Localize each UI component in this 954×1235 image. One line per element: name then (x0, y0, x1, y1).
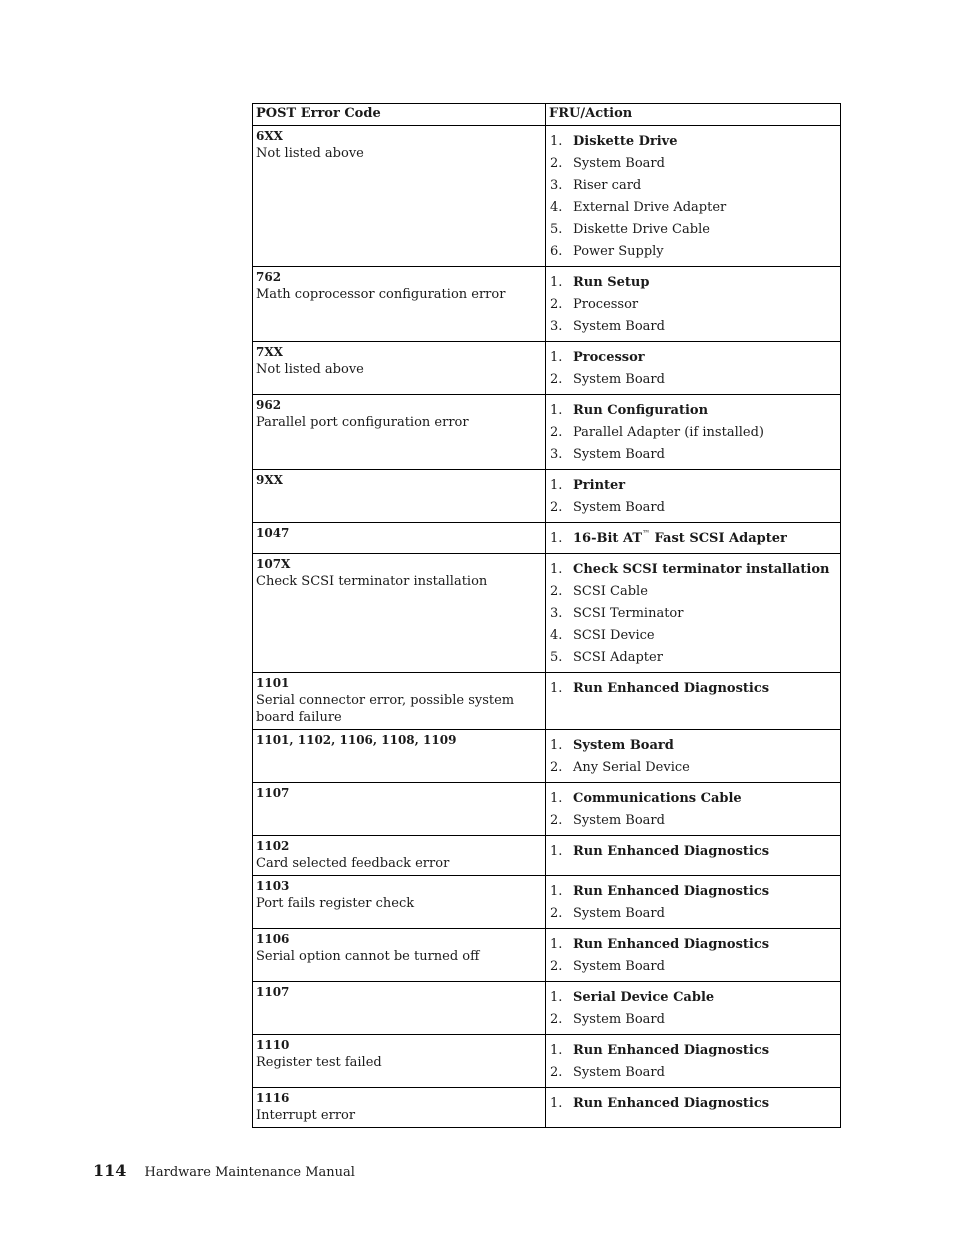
fru-action-item (549, 559, 836, 581)
fru-action-number: 2. (550, 1065, 563, 1080)
fru-action-number: 2. (550, 372, 563, 387)
fru-action-text: Serial Device Cable (573, 990, 715, 1005)
error-code-cell (253, 730, 546, 783)
error-code-cell (253, 876, 546, 929)
fru-action-number: 1. (550, 1043, 563, 1058)
table-row (253, 783, 841, 836)
error-code: 1102 (256, 839, 290, 853)
error-code: 107X (256, 557, 291, 571)
fru-action-text: SCSI Device (573, 628, 655, 643)
fru-action-item (549, 175, 836, 197)
fru-action-item (549, 197, 836, 219)
error-code-cell (253, 267, 546, 342)
fru-action-number: 3. (550, 447, 563, 462)
error-code: 1116 (256, 1091, 290, 1105)
table-row (253, 1088, 841, 1128)
table-row (253, 730, 841, 783)
fru-action-item (549, 219, 836, 241)
fru-action-item (549, 987, 836, 1009)
fru-action-item (549, 369, 836, 391)
fru-action-number: 2. (550, 297, 563, 312)
error-code-cell (253, 470, 546, 523)
fru-action-item (549, 1009, 836, 1031)
fru-action-number: 2. (550, 906, 563, 921)
table-header-row (253, 104, 841, 126)
fru-action-number: 1. (550, 937, 563, 952)
fru-action-number: 3. (550, 606, 563, 621)
fru-action-item (549, 131, 836, 153)
fru-action-text: SCSI Adapter (573, 650, 663, 665)
fru-action-number: 2. (550, 156, 563, 171)
error-code-cell (253, 982, 546, 1035)
error-code-cell (253, 1088, 546, 1128)
fru-action-number: 1. (550, 275, 563, 290)
error-description: Register test failed (256, 1055, 382, 1070)
table-row (253, 470, 841, 523)
fru-action-text: SCSI Cable (573, 584, 648, 599)
table-row (253, 673, 841, 730)
fru-action-list (549, 272, 836, 338)
fru-action-cell (546, 982, 841, 1035)
table-row (253, 523, 841, 554)
fru-action-item (549, 735, 836, 757)
fru-action-text: Printer (573, 478, 626, 493)
page-footer (93, 1161, 355, 1180)
fru-action-text: Check SCSI terminator installation (573, 562, 830, 577)
fru-action-list (549, 788, 836, 832)
fru-action-text: Processor (573, 297, 639, 312)
fru-action-item (549, 294, 836, 316)
fru-action-cell (546, 1088, 841, 1128)
error-code: 1106 (256, 932, 290, 946)
fru-action-text: Parallel Adapter (if installed) (573, 425, 764, 440)
fru-action-number: 2. (550, 584, 563, 599)
fru-action-list (549, 347, 836, 391)
fru-action-item (549, 153, 836, 175)
fru-action-text: System Board (573, 906, 665, 921)
fru-action-list (549, 559, 836, 669)
fru-action-item (549, 497, 836, 519)
error-code: 1110 (256, 1038, 290, 1052)
fru-action-number: 1. (550, 681, 563, 696)
page-number: 114 (93, 1161, 127, 1180)
error-code: 1107 (256, 786, 290, 800)
error-code: 1047 (256, 526, 290, 540)
fru-action-text: Diskette Drive (573, 134, 678, 149)
fru-action-text: External Drive Adapter (573, 200, 727, 215)
fru-action-text: Run Enhanced Diagnostics (573, 1043, 770, 1058)
fru-action-text: SCSI Terminator (573, 606, 684, 621)
fru-action-number: 4. (550, 628, 563, 643)
fru-action-cell (546, 1035, 841, 1088)
error-code: 7XX (256, 345, 283, 359)
error-description: Serial connector error, possible system board failure (256, 693, 515, 725)
fru-action-item (549, 788, 836, 810)
fru-action-item (549, 528, 836, 550)
fru-action-item (549, 475, 836, 497)
header-post-error-code: POST Error Code (253, 104, 546, 126)
fru-action-item (549, 647, 836, 669)
fru-action-list (549, 735, 836, 779)
fru-action-text: System Board (573, 372, 665, 387)
table-row (253, 982, 841, 1035)
error-description: Check SCSI terminator installation (256, 574, 488, 589)
fru-action-list (549, 841, 836, 863)
fru-action-text: Run Enhanced Diagnostics (573, 884, 770, 899)
error-code: 1107 (256, 985, 290, 999)
fru-action-number: 3. (550, 178, 563, 193)
fru-action-item (549, 603, 836, 625)
error-code-cell (253, 523, 546, 554)
error-description: Interrupt error (256, 1108, 356, 1123)
fru-action-cell (546, 876, 841, 929)
fru-action-item (549, 581, 836, 603)
fru-action-text: System Board (573, 1065, 665, 1080)
fru-action-text: Run Setup (573, 275, 650, 290)
manual-title: Hardware Maintenance Manual (144, 1165, 355, 1180)
fru-action-number: 4. (550, 200, 563, 215)
fru-action-number: 1. (550, 738, 563, 753)
fru-action-item (549, 1040, 836, 1062)
fru-action-text: Power Supply (573, 244, 664, 259)
table-row (253, 126, 841, 267)
fru-action-number: 2. (550, 959, 563, 974)
error-description: Port fails register check (256, 896, 415, 911)
error-code: 1101 (256, 676, 290, 690)
fru-action-item (549, 757, 836, 779)
fru-action-text: System Board (573, 1012, 665, 1027)
fru-action-text: Any Serial Device (573, 760, 690, 775)
error-code: 1101, 1102, 1106, 1108, 1109 (256, 733, 457, 747)
fru-action-cell (546, 730, 841, 783)
trademark-symbol: ™ (642, 529, 650, 538)
fru-action-list (549, 131, 836, 263)
error-description: Not listed above (256, 362, 364, 377)
fru-action-list (549, 1040, 836, 1084)
fru-action-number: 2. (550, 500, 563, 515)
fru-action-cell (546, 836, 841, 876)
fru-action-text: 16-Bit AT™ Fast SCSI Adapter (573, 529, 787, 546)
fru-action-text: System Board (573, 959, 665, 974)
fru-action-cell (546, 470, 841, 523)
error-code-cell (253, 342, 546, 395)
fru-action-text: System Board (573, 738, 674, 753)
fru-action-item (549, 903, 836, 925)
fru-action-cell (546, 554, 841, 673)
error-description: Not listed above (256, 146, 364, 161)
fru-action-number: 1. (550, 531, 563, 546)
post-error-table (252, 103, 841, 1128)
error-description: Math coprocessor configuration error (256, 287, 506, 302)
fru-action-text: System Board (573, 500, 665, 515)
error-code-cell (253, 673, 546, 730)
fru-action-item (549, 400, 836, 422)
fru-action-list (549, 987, 836, 1031)
fru-action-list (549, 881, 836, 925)
fru-action-text: Run Configuration (573, 403, 709, 418)
fru-action-text: Riser card (573, 178, 642, 193)
fru-action-item (549, 241, 836, 263)
fru-action-item (549, 881, 836, 903)
fru-action-text: System Board (573, 319, 665, 334)
fru-action-number: 6. (550, 244, 563, 259)
table-row (253, 342, 841, 395)
fru-action-item (549, 678, 836, 700)
fru-action-cell (546, 267, 841, 342)
fru-action-cell (546, 929, 841, 982)
fru-action-number: 1. (550, 791, 563, 806)
fru-action-number: 1. (550, 990, 563, 1005)
fru-action-cell (546, 523, 841, 554)
table-row (253, 1035, 841, 1088)
fru-action-number: 1. (550, 844, 563, 859)
fru-action-number: 2. (550, 760, 563, 775)
fru-action-cell (546, 395, 841, 470)
error-code: 1103 (256, 879, 290, 893)
fru-action-list (549, 1093, 836, 1115)
fru-action-item (549, 1093, 836, 1115)
fru-action-list (549, 934, 836, 978)
fru-action-item (549, 625, 836, 647)
fru-action-item (549, 841, 836, 863)
fru-action-item (549, 316, 836, 338)
fru-action-item (549, 272, 836, 294)
error-code: 9XX (256, 473, 283, 487)
error-description: Serial option cannot be turned off (256, 949, 480, 964)
fru-action-text: Processor (573, 350, 645, 365)
header-fru-action: FRU/Action (546, 104, 841, 126)
fru-action-text: System Board (573, 447, 665, 462)
fru-action-number: 1. (550, 1096, 563, 1111)
fru-action-text: Diskette Drive Cable (573, 222, 710, 237)
fru-action-cell (546, 342, 841, 395)
fru-action-text: Run Enhanced Diagnostics (573, 937, 770, 952)
fru-action-number: 1. (550, 884, 563, 899)
fru-action-cell (546, 126, 841, 267)
fru-action-number: 5. (550, 222, 563, 237)
table-row (253, 929, 841, 982)
fru-action-list (549, 678, 836, 700)
error-code: 762 (256, 270, 282, 284)
fru-action-item (549, 422, 836, 444)
fru-action-number: 2. (550, 425, 563, 440)
fru-action-list (549, 400, 836, 466)
error-code: 962 (256, 398, 282, 412)
table-row (253, 395, 841, 470)
error-description: Card selected feedback error (256, 856, 450, 871)
error-description: Parallel port configuration error (256, 415, 469, 430)
table-row (253, 876, 841, 929)
fru-action-list (549, 475, 836, 519)
error-code: 6XX (256, 129, 283, 143)
fru-action-cell (546, 783, 841, 836)
fru-action-text: Run Enhanced Diagnostics (573, 1096, 770, 1111)
fru-action-number: 1. (550, 403, 563, 418)
fru-action-number: 1. (550, 478, 563, 493)
error-code-cell (253, 836, 546, 876)
fru-action-number: 1. (550, 562, 563, 577)
fru-action-number: 5. (550, 650, 563, 665)
fru-action-text: Communications Cable (573, 791, 742, 806)
fru-action-item (549, 810, 836, 832)
fru-action-item (549, 956, 836, 978)
fru-action-text: System Board (573, 156, 665, 171)
table-row (253, 836, 841, 876)
table-body (253, 126, 841, 1128)
error-code-cell (253, 554, 546, 673)
error-code-cell (253, 395, 546, 470)
fru-action-item (549, 444, 836, 466)
fru-action-cell (546, 673, 841, 730)
fru-action-item (549, 934, 836, 956)
error-code-cell (253, 783, 546, 836)
error-code-cell (253, 929, 546, 982)
table-row (253, 267, 841, 342)
fru-action-number: 2. (550, 1012, 563, 1027)
fru-action-text: System Board (573, 813, 665, 828)
fru-action-number: 2. (550, 813, 563, 828)
error-code-cell (253, 1035, 546, 1088)
fru-action-number: 3. (550, 319, 563, 334)
fru-action-item (549, 1062, 836, 1084)
fru-action-number: 1. (550, 350, 563, 365)
fru-action-text: Run Enhanced Diagnostics (573, 681, 770, 696)
fru-action-list (549, 528, 836, 550)
table-row (253, 554, 841, 673)
fru-action-number: 1. (550, 134, 563, 149)
fru-action-item (549, 347, 836, 369)
fru-action-text: Run Enhanced Diagnostics (573, 844, 770, 859)
error-code-cell (253, 126, 546, 267)
